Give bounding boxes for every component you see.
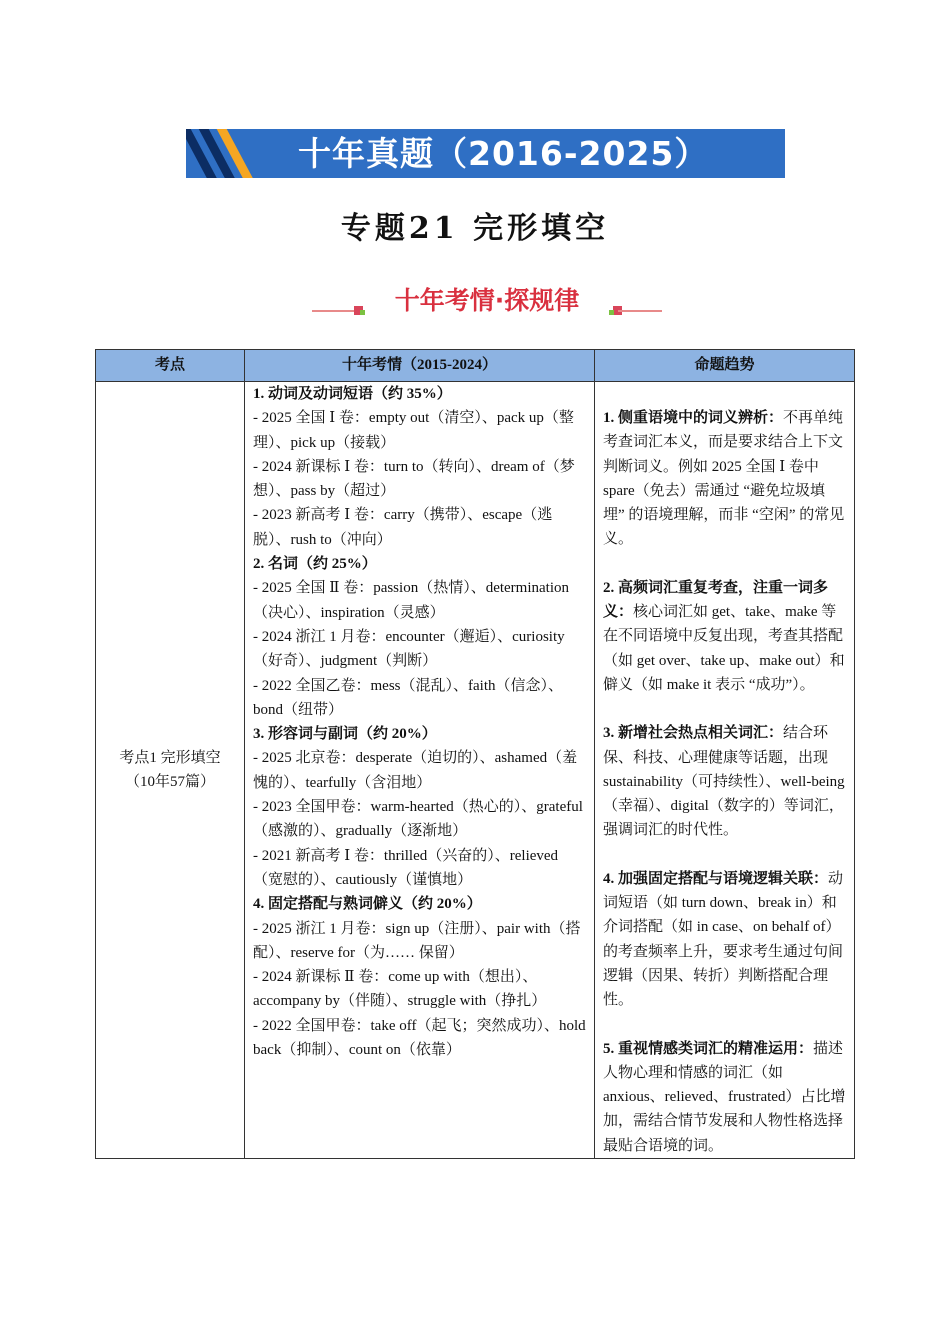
page-title: 专题21 完形填空 (340, 211, 610, 246)
trend-cell (595, 382, 855, 1159)
trend-item (603, 867, 846, 1013)
list-item: - 2025 全国 Ⅰ 卷：empty out（清空）、pack up（整理）、pick up（接载） (253, 410, 574, 451)
list-item: - 2025 浙江 1 月卷：sign up（注册）、pair with（搭配）、reserve for（为…… 保留） (253, 920, 581, 961)
spacer (603, 552, 846, 576)
section-heading: 3. 形容词与副词（约 20%） (253, 726, 437, 743)
header-cell-history: 十年考情（2015-2024） (245, 350, 595, 382)
divider (312, 310, 356, 312)
section-heading: 4. 固定搭配与熟词僻义（约 20%） (253, 896, 482, 913)
spacer (603, 843, 846, 867)
divider (618, 310, 662, 312)
trend-item (603, 1037, 846, 1158)
section-heading: 1. 动词及动词短语（约 35%） (253, 386, 452, 402)
spacer (603, 1013, 846, 1037)
point-name: 考点1 完形填空 (119, 749, 221, 766)
subtitle-text: 十年考情·探规律 (394, 286, 580, 315)
list-item: - 2022 全国甲卷：take off（起飞；突然成功）、hold back（抑制）、count on（依靠） (253, 1017, 586, 1059)
trend-heading: 5. 重视情感类词汇的精准运用： (603, 1040, 814, 1057)
trend-item (603, 721, 846, 842)
header-cell-point: 考点 (96, 350, 245, 382)
list-item: - 2023 全国甲卷：warm-hearted（热心的）、grateful（感激的）、gradually（逐渐地） (253, 799, 583, 840)
list-item: - 2025 全国 Ⅱ 卷：passion（热情）、determination（决心）、inspiration（灵感） (253, 580, 569, 621)
trend-body: 核心词汇如 get、take、make 等在不同语境中反复出现，考查其搭配（如 get over、take up、make out）和僻义（如 make it 表示 “成功”）。 (603, 604, 845, 693)
list-item: - 2024 浙江 1 月卷：encounter（邂逅）、curiosity（好奇）、judgment（判断） (253, 628, 565, 670)
section-heading: 2. 名词（约 25%） (253, 556, 377, 573)
trend-body: 结合环保、科技、心理健康等话题，出现 sustainability（可持续性）、well-being（幸福）、digital（数字的）等词汇，强调词汇的时代性。 (603, 725, 845, 839)
list-item: - 2025 北京卷：desperate（迫切的）、ashamed（羞愧的）、tearfully（含泪地） (253, 750, 578, 791)
header-banner (186, 129, 785, 178)
exam-analysis-table (95, 349, 855, 1159)
point-count: （10年57篇） (124, 774, 215, 790)
trend-heading: 3. 新增社会热点相关词汇： (603, 725, 784, 742)
trend-heading: 2. 高频词汇重复考查，注重一词多义： (603, 579, 829, 621)
square-decoration (360, 310, 365, 315)
trend-body: 动词短语（如 turn down、break in）和介词搭配（如 in case、on behalf of）的考查频率上升，要求考生通过句间逻辑（因果、转折）判断搭配合理性。 (603, 870, 844, 1009)
trend-item (603, 406, 846, 552)
list-item: - 2022 全国乙卷：mess（混乱）、faith（信念）、bond（纽带） (253, 677, 563, 718)
spacer (603, 697, 846, 721)
list-item: - 2024 新课标 Ⅱ 卷：come up with（想出）、accompany by（伴随）、struggle with（挣扎） (253, 969, 547, 1010)
trend-body: 不再单纯考查词汇本义，而是要求结合上下文判断词义。例如 2025 全国 Ⅰ 卷中 spare（免去）需通过 “避免垃圾填埋” 的语境理解，而非 “空闲” 的常见义。 (603, 410, 845, 548)
trend-heading: 4. 加强固定搭配与语境逻辑关联： (603, 870, 829, 887)
section-subtitle (312, 282, 662, 322)
table-header-row (96, 350, 855, 382)
trend-body: 描述人物心理和情感的词汇（如 anxious、relieved、frustrated）占比增加，需结合情节发展和人物性格选择最贴合语境的词。 (603, 1040, 846, 1154)
list-item: - 2021 新高考 Ⅰ 卷：thrilled（兴奋的）、relieved（宽慰的）、cautiously（谨慎地） (253, 847, 559, 888)
list-item: - 2024 新课标 Ⅰ 卷：turn to（转向）、dream of（梦想）、pass by（超过） (253, 458, 575, 500)
spacer (603, 382, 846, 406)
list-item: - 2023 新高考 Ⅰ 卷：carry（携带）、escape（逃脱）、rush to（冲向） (253, 507, 553, 548)
history-cell (245, 382, 595, 1159)
point-cell (96, 382, 245, 1159)
banner-title: 十年真题（2016-2025） (298, 134, 709, 173)
table-row (96, 382, 855, 1159)
square-decoration (609, 310, 614, 315)
header-cell-trend: 命题趋势 (595, 350, 855, 382)
trend-heading: 1. 侧重语境中的词义辨析： (603, 410, 784, 426)
trend-item (603, 576, 846, 697)
